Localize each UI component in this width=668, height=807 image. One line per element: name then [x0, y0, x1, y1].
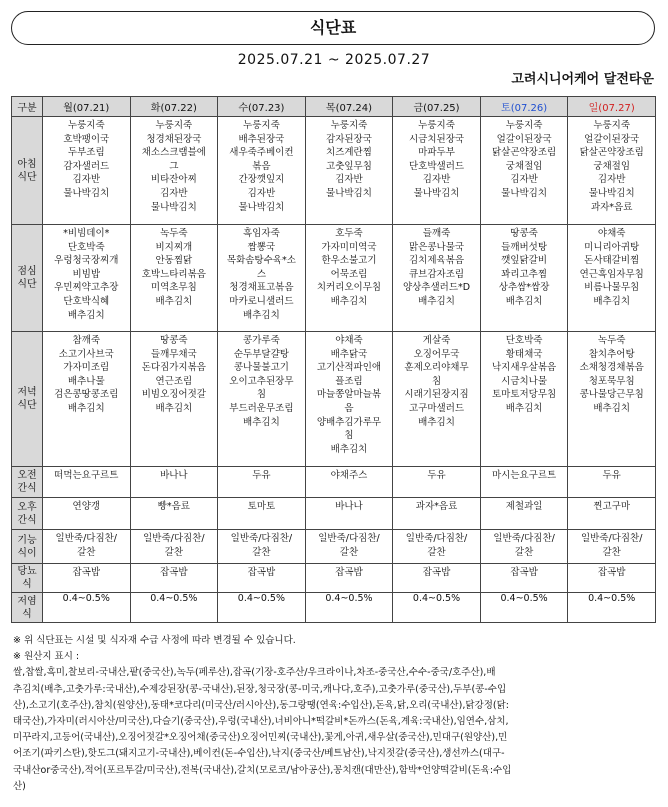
row-label-line: 저녁 [17, 387, 37, 398]
menu-item: 배추김치 [505, 295, 543, 307]
menu-item: 청포묵무침 [588, 375, 635, 387]
menu-cell: 잡곡밥 [480, 564, 568, 593]
row-label-line: 간식 [17, 514, 37, 526]
menu-item: 누룽지죽 [155, 120, 193, 131]
menu-item: 일반죽/다짐찬/ [493, 533, 555, 544]
menu-item: 김자반 [422, 174, 451, 186]
menu-item: 갈찬 [427, 546, 446, 558]
menu-cell [480, 530, 568, 564]
menu-item: 비지찌개 [155, 241, 193, 253]
menu-item: 오이고추된장무 [229, 375, 294, 387]
table-header-row [12, 97, 656, 117]
menu-item: 침 [256, 389, 266, 401]
menu-item: 단호박죽 [505, 335, 543, 346]
row-label-low-salt [12, 593, 43, 623]
menu-item: 갈찬 [252, 546, 271, 558]
menu-cell: 두유 [568, 467, 656, 498]
menu-item: 들깨죽 [422, 228, 451, 239]
menu-item: 배추김치 [593, 402, 631, 414]
menu-item: 물나박김치 [238, 201, 285, 213]
origin-line: 미꾸라지,고등어(국내산),오징어젓갈*오징어채(중국산)오징어민찌(국내산),꽃게,아귀,새우살(중국산),민대구(원양산),민 [13, 732, 508, 744]
menu-cell [130, 530, 218, 564]
menu-cell: 잡곡밥 [568, 564, 656, 593]
menu-cell [393, 225, 481, 332]
menu-item: 배추김치 [243, 416, 280, 428]
menu-item: 땅콩죽 [160, 335, 188, 346]
menu-item: 배추나물 [67, 375, 105, 387]
menu-item: 새우죽주베이컨 [229, 147, 294, 159]
menu-item: 배추김치 [155, 295, 193, 307]
menu-item: 궁채절임 [593, 160, 631, 172]
menu-item: 마파두부 [418, 147, 455, 159]
menu-cell: 0.4~0.5% [480, 593, 568, 623]
menu-cell [43, 530, 131, 564]
header-day-fri: 금(07.25) [393, 97, 481, 117]
menu-item: 콩나물당근무침 [579, 389, 644, 401]
menu-period: 2025.07.21 ~ 2025.07.27 [237, 52, 431, 68]
menu-cell [130, 117, 218, 225]
menu-item: 물나박김치 [501, 187, 548, 199]
menu-cell [218, 117, 306, 225]
menu-item: 배추김치 [330, 295, 368, 307]
menu-item: 비빔오징어젓갈 [141, 389, 206, 401]
menu-cell: 연양갱 [43, 498, 131, 530]
menu-item: 참치추어탕 [588, 348, 635, 360]
origin-line: 태국산),가자미(러시아산/미국산),다슬기(중국산),우렁(국내산),너비아니*떡갈비*돈까스(돈육,계육:국내산),임연수,삼치, [13, 716, 509, 728]
notes-disclaimer: ※ 위 식단표는 시설 및 식자재 수급 사정에 따라 변경될 수 있습니다. [13, 635, 296, 646]
row-label-line: 오후 [17, 501, 37, 513]
menu-item: 고기산적파인애 [316, 362, 382, 374]
menu-item: 김자반 [597, 174, 626, 186]
row-label-line: 식단 [17, 400, 37, 411]
row-label-line: 아침 [17, 158, 37, 170]
menu-item: 훈제오리야채무 [404, 362, 469, 374]
table-row-diabetic [12, 564, 656, 593]
table-row-breakfast [12, 117, 656, 225]
menu-item: 치커리오이무침 [316, 282, 382, 294]
origin-line: 어조기(파키스탄),핫도그(돼지고기-국내산),베이컨(돈-수입산),낙지(중국산/베트남산),낙지젓갈(중국산),생선까스(대구- [13, 748, 505, 760]
menu-item: 배추김치 [330, 443, 368, 455]
menu-item: 그 [169, 160, 179, 172]
menu-item: 단호박식혜 [63, 295, 110, 307]
menu-item: 야채죽 [597, 228, 626, 239]
menu-item: 시금치나물 [501, 375, 548, 387]
menu-item: 갈찬 [339, 546, 359, 558]
menu-cell [305, 225, 393, 332]
menu-item: 시금치된장국 [409, 133, 465, 145]
menu-cell: 0.4~0.5% [218, 593, 306, 623]
menu-item: 연근조림 [155, 375, 193, 387]
menu-cell [393, 332, 481, 467]
menu-item: 음 [344, 402, 354, 414]
menu-item: 우민찌약고추장 [54, 282, 119, 294]
menu-cell: 0.4~0.5% [43, 593, 131, 623]
menu-item: 배추닭국 [330, 348, 368, 360]
menu-item: 과자*음료 [590, 201, 633, 213]
menu-item: 물나박김치 [326, 187, 372, 199]
menu-item: 마늘쫑알마늘볶 [316, 389, 382, 401]
menu-cell [393, 117, 481, 225]
menu-cell [43, 225, 131, 332]
menu-item: 가자미미역국 [321, 241, 377, 253]
menu-cell: 야채주스 [305, 467, 393, 498]
menu-item: 참깨죽 [72, 335, 101, 346]
row-label-lunch [12, 225, 43, 332]
menu-item: 목화솜탕수육*소 [226, 255, 296, 267]
menu-cell: 두유 [218, 467, 306, 498]
menu-item: 꽈리고추찜 [501, 268, 548, 280]
header-day-wed: 수(07.23) [218, 97, 306, 117]
menu-item: 가자미조림 [63, 362, 110, 374]
menu-item: 물나박김치 [150, 201, 197, 213]
menu-item: 흑임자죽 [243, 228, 280, 239]
menu-item: 검은콩땅콩조림 [54, 389, 119, 401]
row-label-line: 점심 [17, 266, 37, 277]
menu-cell: 0.4~0.5% [393, 593, 481, 623]
menu-cell: 바나나 [130, 467, 218, 498]
menu-cell [480, 117, 568, 225]
menu-item: 녹두죽 [597, 335, 626, 346]
menu-item: 오징어무국 [413, 348, 460, 360]
menu-item: 채소스크램블에 [141, 147, 206, 159]
menu-item: 호두죽 [335, 228, 363, 239]
menu-item: 시래기된장지짐 [404, 389, 469, 401]
table-row-pm-snack [12, 498, 656, 530]
row-label-line: 식이 [17, 547, 37, 559]
menu-item: 비름나물무침 [584, 282, 640, 294]
menu-cell [480, 225, 568, 332]
menu-item: 일반죽/다짐찬/ [405, 533, 468, 544]
menu-item: 일반죽/다짐찬/ [580, 533, 643, 544]
menu-item: 배추김치 [505, 402, 543, 414]
menu-item: 스 [256, 268, 266, 280]
header-corner: 구분 [12, 97, 43, 117]
menu-item: 호박느타리볶음 [141, 268, 206, 280]
menu-item: 부드러운무조림 [229, 402, 294, 414]
menu-item: 침 [431, 375, 442, 387]
menu-item: 청경채된장국 [146, 133, 202, 145]
menu-item: 닭살곤약장조림 [491, 147, 557, 159]
menu-title: 식단표 [11, 11, 655, 45]
menu-item: 물나박김치 [63, 187, 110, 199]
menu-item: 갈찬 [602, 546, 621, 558]
menu-item: 게살죽 [422, 335, 451, 346]
menu-item: 배추된장국 [238, 133, 285, 145]
menu-item: 갈찬 [514, 546, 534, 558]
menu-cell: 과자*음료 [393, 498, 481, 530]
menu-item: 황태채국 [505, 348, 543, 360]
menu-item: 양상추샐러드*D [402, 282, 471, 294]
menu-cell: 마시는요구르트 [480, 467, 568, 498]
menu-item: 일반죽/다짐찬/ [230, 533, 293, 544]
menu-item: 김자반 [72, 174, 101, 186]
menu-cell: 바나나 [305, 498, 393, 530]
menu-item: 누룽지죽 [593, 120, 631, 131]
menu-item: 상추쌈*쌈장 [498, 282, 550, 294]
menu-item: 두부조림 [67, 147, 105, 159]
row-label-functional [12, 530, 43, 564]
origin-line: 추김치(배추,고춧가루:국내산),수제강된장(콩-국내산),된장,청국장(콩-미국,캐나다,호주),고춧가루(중국산),두부(콩-수입 [13, 683, 507, 695]
menu-item: 김자반 [247, 187, 276, 199]
menu-item: 배추김치 [418, 416, 455, 428]
menu-item: 김자반 [160, 187, 188, 199]
menu-cell [568, 332, 656, 467]
menu-item: 맑은콩나물국 [409, 241, 465, 253]
menu-cell [568, 225, 656, 332]
menu-cell [43, 117, 131, 225]
header-day-thu: 목(07.24) [305, 97, 393, 117]
menu-item: 누룽지죽 [330, 120, 368, 131]
menu-item: 누룽지죽 [418, 120, 455, 131]
row-label-am-snack [12, 467, 43, 498]
origin-list [13, 665, 658, 795]
menu-item: 일반죽/다짐찬/ [55, 533, 118, 544]
table-row-lunch [12, 225, 656, 332]
menu-cell: 빵*음료 [130, 498, 218, 530]
menu-item: 배추김치 [155, 402, 193, 414]
origin-line: 쌀,찹쌀,흑미,찰보리-국내산,팥(중국산),녹두(페루산),잡곡(기장-호주산/우크라이나,차조-중국산,수수-중국/호주산),배 [13, 667, 496, 679]
menu-cell [480, 332, 568, 467]
menu-item: 미니리아귀탕 [584, 241, 640, 253]
menu-cell: 제철과일 [480, 498, 568, 530]
menu-item: 고춧잎무침 [326, 160, 372, 172]
menu-cell: 잡곡밥 [43, 564, 131, 593]
menu-cell [218, 530, 306, 564]
menu-item: 우렁청국장찌개 [54, 255, 119, 267]
menu-item: 일반죽/다짐찬/ [318, 533, 380, 544]
menu-item: 일반죽/다짐찬/ [143, 533, 205, 544]
notes-origin-heading: ※ 원산지 표시 : [13, 651, 80, 663]
menu-item: 호박팽이국 [63, 133, 110, 145]
menu-item: 미역초무침 [150, 282, 197, 294]
row-label-breakfast [12, 117, 43, 225]
menu-cell [218, 332, 306, 467]
menu-item: 물나박김치 [413, 187, 460, 199]
menu-item: 배추김치 [67, 309, 105, 321]
menu-item: 얼갈이된장국 [584, 133, 640, 145]
menu-item: 배추김치 [243, 309, 280, 321]
menu-item: 고구마샐러드 [409, 402, 465, 414]
menu-item: 콩나물불고기 [233, 362, 289, 374]
header-day-sun: 일(07.27) [568, 97, 656, 117]
menu-item: 짬뽕국 [247, 241, 276, 253]
row-label-diabetic [12, 564, 43, 593]
menu-item: 볶음 [252, 160, 271, 172]
menu-item: 플조림 [335, 375, 363, 387]
menu-item: 비빔밥 [72, 268, 101, 280]
menu-cell: 찐고구마 [568, 498, 656, 530]
menu-item: 단호박죽 [67, 241, 105, 253]
row-label-line: 식단 [17, 171, 37, 183]
menu-item: 안동찜닭 [155, 255, 193, 267]
menu-item: 김자반 [510, 174, 538, 186]
table-row-functional [12, 530, 656, 564]
table-row-low-salt [12, 593, 656, 623]
menu-cell: 떠먹는요구르트 [43, 467, 131, 498]
header-day-sat: 토(07.26) [480, 97, 568, 117]
menu-item: 순두부달걀탕 [233, 348, 289, 360]
menu-item: 누룽지죽 [505, 120, 543, 131]
origin-line: 산),소고기(호주산),참치(원양산),동태*코다리(미국산/러시아산),동그랑땡(연육:수입산),돈육,닭,오리(국내산),닭강정(닭: [13, 699, 509, 711]
menu-item: 누룽지죽 [243, 120, 280, 131]
row-label-line: 간식 [17, 483, 37, 494]
menu-item: 감자된장국 [326, 133, 372, 145]
menu-item: 청경채표고볶음 [229, 282, 294, 294]
menu-item: 어묵조림 [330, 268, 368, 280]
menu-item: 비타잔아찌 [150, 174, 197, 186]
menu-item: 한우소불고기 [321, 255, 377, 267]
menu-item: 돈사태갈비찜 [584, 255, 640, 267]
row-label-pm-snack [12, 498, 43, 530]
row-label-line: 기능 [17, 534, 37, 546]
menu-item: *비빔데이* [63, 228, 110, 239]
menu-cell: 0.4~0.5% [568, 593, 656, 623]
menu-item: 소채청경채볶음 [579, 362, 644, 374]
origin-line: 산) [13, 780, 26, 792]
menu-item: 들깨무채국 [150, 348, 197, 360]
menu-cell [305, 117, 393, 225]
menu-cell: 잡곡밥 [393, 564, 481, 593]
menu-cell: 토마토 [218, 498, 306, 530]
menu-cell [130, 332, 218, 467]
menu-item: 물나박김치 [588, 187, 635, 199]
weekly-menu-table [11, 96, 656, 623]
menu-item: 소고기사브국 [58, 348, 114, 360]
menu-cell [568, 530, 656, 564]
menu-cell [568, 117, 656, 225]
menu-item: 감자샐러드 [63, 160, 110, 172]
menu-item: 갈찬 [164, 546, 184, 558]
menu-item: 돈다짐가지볶음 [141, 362, 206, 374]
menu-item: 배추김치 [67, 402, 105, 414]
row-label-line: 저염 [17, 595, 37, 607]
menu-cell [393, 530, 481, 564]
row-label-line: 식 [22, 608, 32, 620]
menu-cell [130, 225, 218, 332]
menu-item: 궁채절임 [505, 160, 543, 172]
row-label-dinner [12, 332, 43, 467]
table-row-am-snack [12, 467, 656, 498]
row-label-line: 당뇨 [17, 566, 37, 577]
menu-cell [305, 530, 393, 564]
menu-cell: 잡곡밥 [305, 564, 393, 593]
menu-item: 닭살곤약장조림 [579, 147, 644, 159]
menu-item: 배추김치 [418, 295, 455, 307]
menu-item: 김자반 [335, 174, 363, 186]
menu-cell [305, 332, 393, 467]
menu-item: 토마토저당무침 [491, 389, 557, 401]
organization-name: 고려시니어케어 달전타운 [511, 72, 654, 87]
menu-item: 낙지새우살볶음 [491, 362, 557, 374]
menu-cell: 잡곡밥 [130, 564, 218, 593]
menu-item: 김치제육볶음 [409, 255, 465, 267]
menu-item: 얼갈이된장국 [496, 133, 552, 145]
origin-line: 국내산or중국산),적어(포르투갈/미국산),전복(국내산),갈치(모로코/남아공산),꽁치캔(대만산),함박*언양떡갈비(돈육:수입 [13, 764, 512, 776]
menu-cell: 0.4~0.5% [305, 593, 393, 623]
menu-item: 콩가루죽 [243, 335, 280, 346]
menu-item: 깻잎닭갈비 [501, 255, 548, 267]
menu-item: 땅콩죽 [510, 228, 538, 239]
menu-item: 녹두죽 [160, 228, 188, 239]
menu-item: 치즈계란찜 [326, 147, 372, 159]
menu-item: 들깨버섯탕 [501, 241, 548, 253]
menu-item: 큐브감자조림 [409, 268, 465, 280]
menu-item: 누룽지죽 [67, 120, 105, 131]
menu-item: 갈찬 [77, 546, 96, 558]
menu-item: 연근흑임자무침 [579, 268, 644, 280]
row-label-line: 식 [22, 579, 32, 590]
menu-cell: 두유 [393, 467, 481, 498]
notes-section [13, 633, 658, 795]
header-day-mon: 월(07.21) [43, 97, 131, 117]
row-label-line: 오전 [17, 470, 37, 481]
table-row-dinner [12, 332, 656, 467]
header-day-tue: 화(07.22) [130, 97, 218, 117]
menu-item: 야채죽 [335, 335, 363, 346]
menu-cell: 잡곡밥 [218, 564, 306, 593]
menu-item: 침 [344, 430, 354, 442]
menu-item: 단호박샐러드 [409, 160, 465, 172]
menu-cell: 0.4~0.5% [130, 593, 218, 623]
menu-cell [43, 332, 131, 467]
menu-item: 배추김치 [593, 295, 631, 307]
menu-item: 마카로니샐러드 [229, 295, 294, 307]
menu-item: 양배추김가루무 [316, 416, 382, 428]
menu-cell [218, 225, 306, 332]
row-label-line: 식단 [17, 279, 37, 290]
menu-item: 간장깻잎지 [238, 174, 285, 186]
